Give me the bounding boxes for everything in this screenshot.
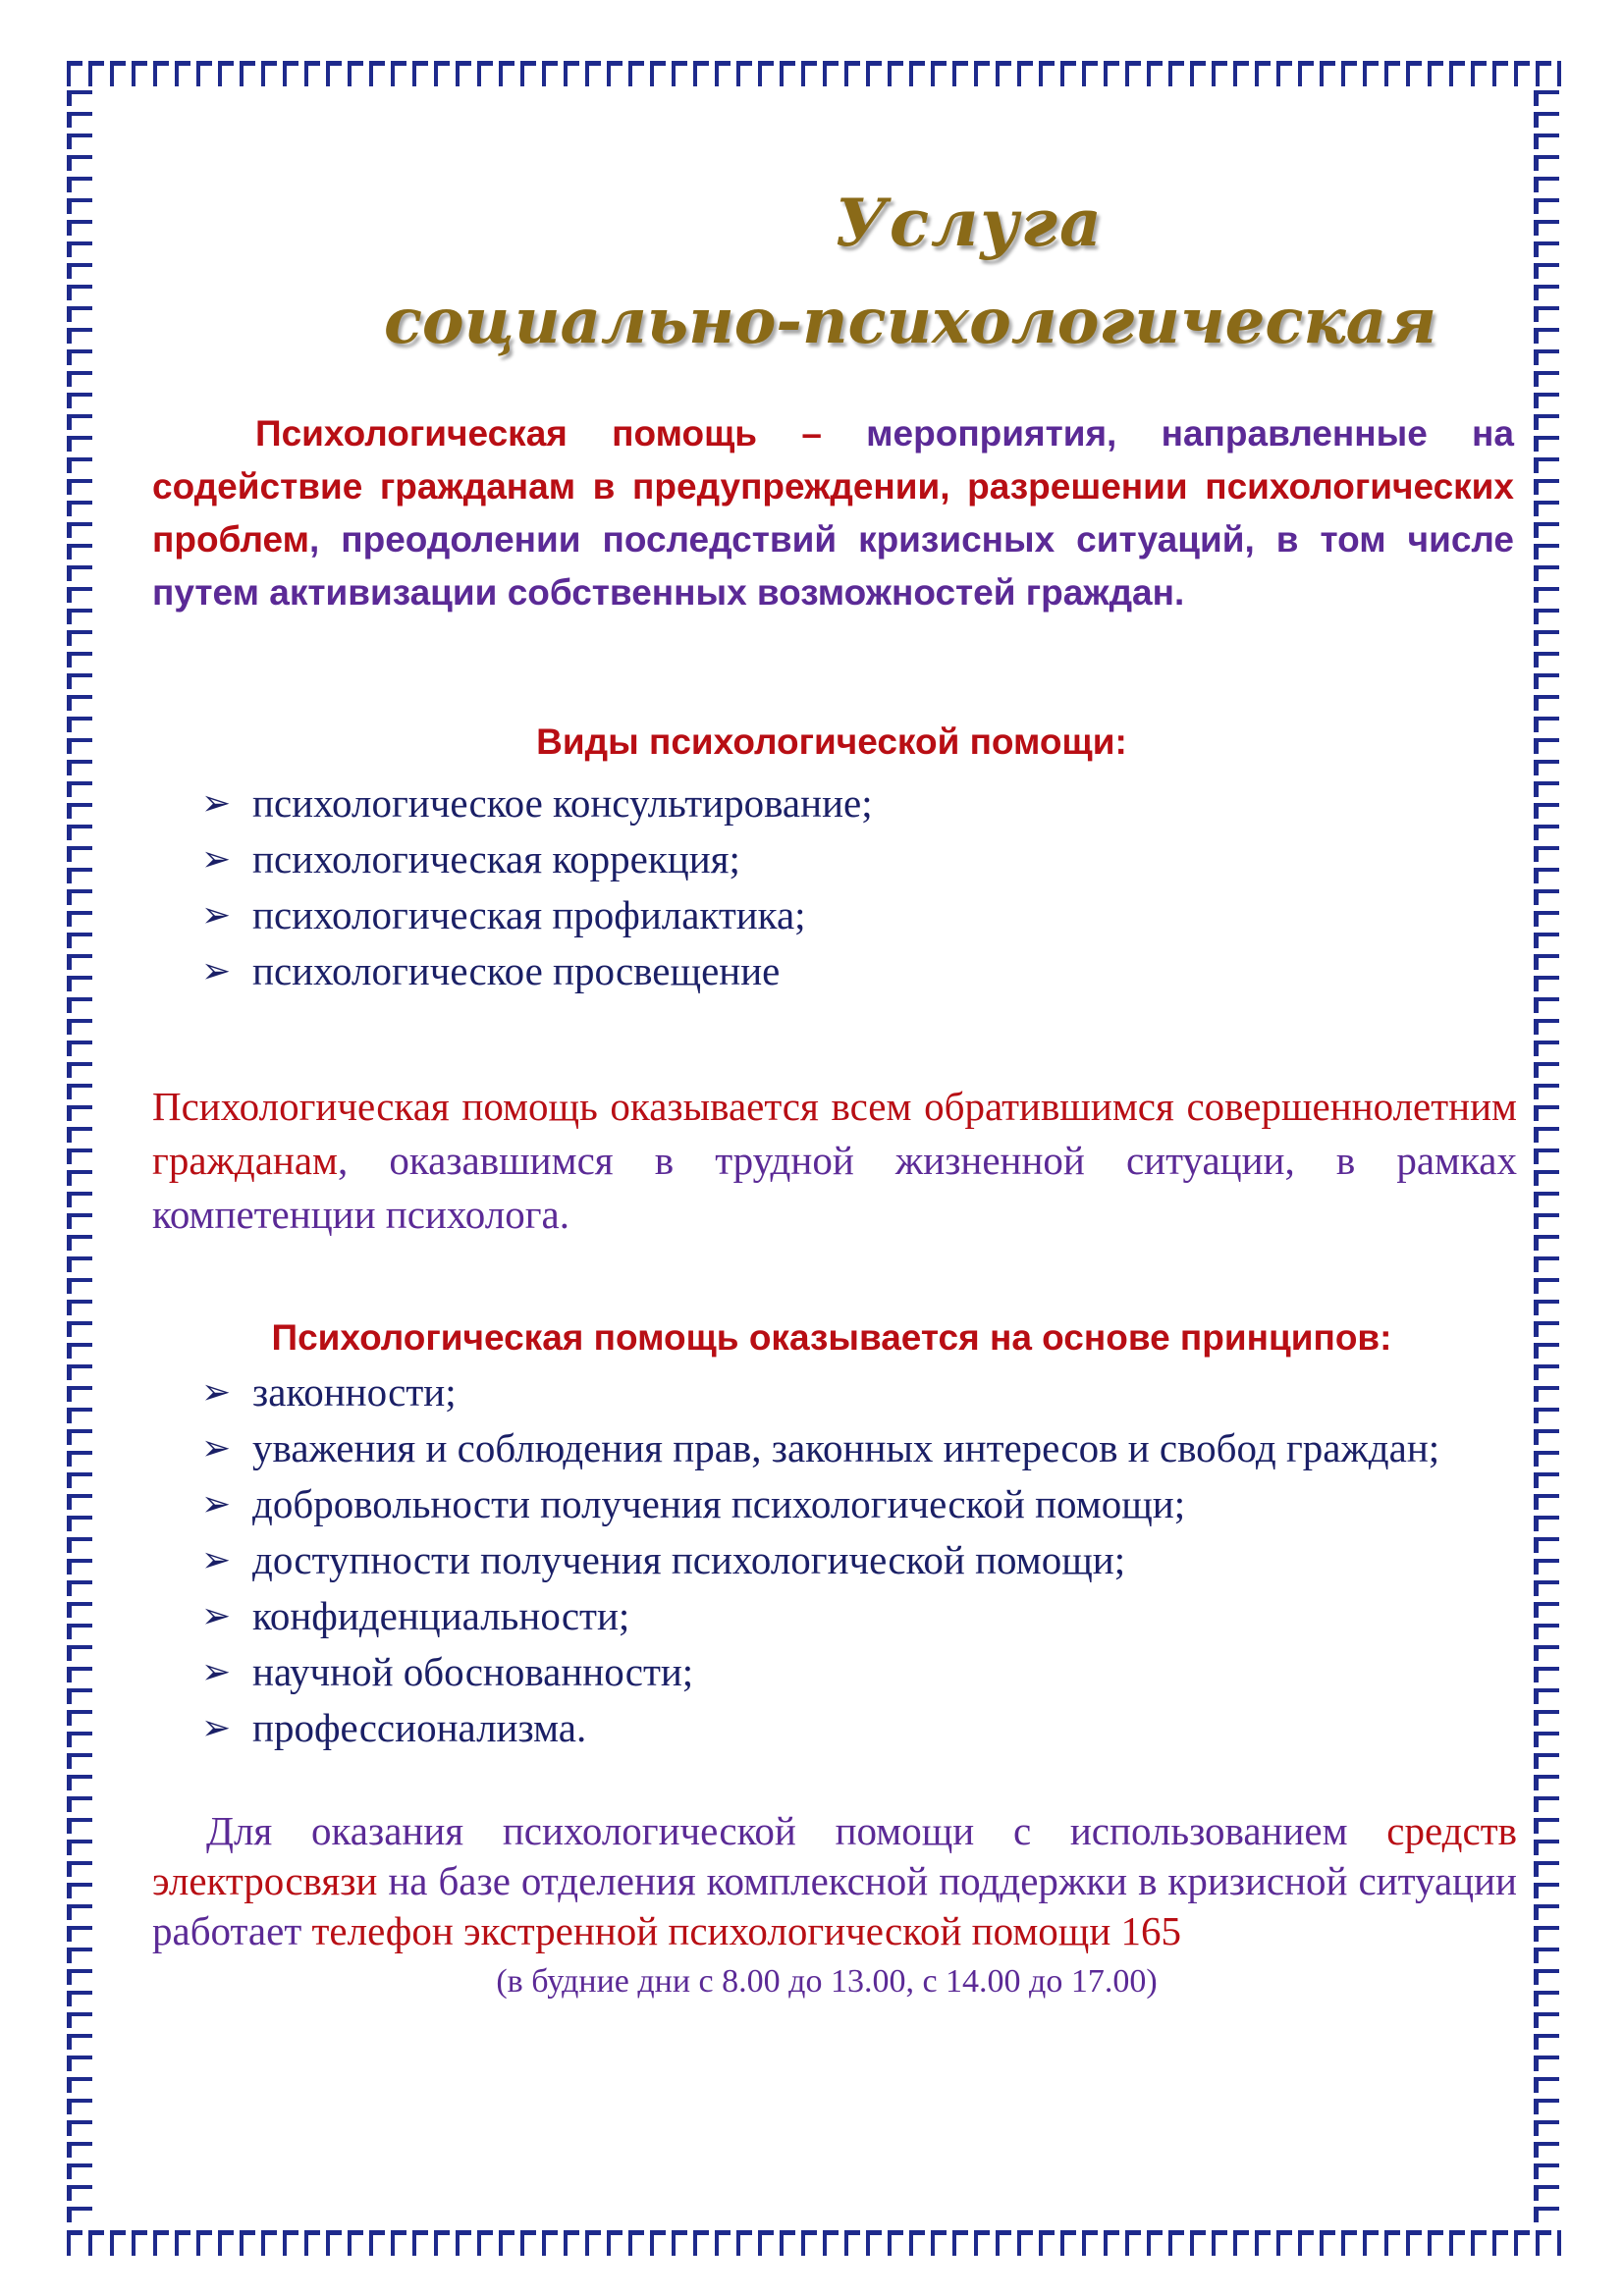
definition-part1: мероприятия, направленные на bbox=[866, 413, 1514, 454]
arrow-bullet-icon: ➢ bbox=[201, 1596, 232, 1635]
arrow-bullet-icon: ➢ bbox=[201, 1540, 232, 1579]
recipients-paragraph bbox=[152, 1080, 1517, 1242]
arrow-bullet-icon: ➢ bbox=[201, 951, 232, 990]
principles-heading: Психологическая помощь оказывается на основе принципов: bbox=[271, 1317, 1392, 1358]
arrow-bullet-icon: ➢ bbox=[201, 783, 232, 823]
recipients-purple: , оказавшимся в трудной жизненной ситуации, в рамках компетенции психолога. bbox=[152, 1138, 1517, 1237]
definition-part3: , преодолении последствий кризисных ситуаций, в том числе путем активизации собственных возможностей граждан. bbox=[152, 519, 1514, 613]
list-item: ➢ уважения и соблюдения прав, законных интересов и свобод граждан; bbox=[201, 1420, 1517, 1476]
arrow-bullet-icon: ➢ bbox=[201, 895, 232, 934]
definition-dash: – bbox=[757, 413, 867, 454]
list-item: ➢ законности; bbox=[201, 1364, 1517, 1420]
types-heading: Виды психологической помощи: bbox=[536, 721, 1127, 762]
working-hours: (в будние дни с 8.00 до 13.00, с 14.00 до 17.00) bbox=[496, 1963, 1158, 2000]
types-list bbox=[201, 775, 1517, 999]
list-item: ➢ психологическая профилактика; bbox=[201, 887, 1517, 943]
list-item: ➢ конфиденциальности; bbox=[201, 1588, 1517, 1644]
arrow-bullet-icon: ➢ bbox=[201, 1484, 232, 1523]
arrow-bullet-icon: ➢ bbox=[201, 1428, 232, 1468]
page-title: Услуга bbox=[835, 185, 1104, 261]
phone-paragraph: Для оказания психологической помощи с использованием средств электросвязи на базе отделения комплексной поддержки в кризисной ситуации работает телефон экстренной психологической помощи 165 bbox=[152, 1808, 1517, 1953]
arrow-bullet-icon: ➢ bbox=[201, 1652, 232, 1691]
arrow-bullet-icon: ➢ bbox=[201, 1708, 232, 1747]
list-item: ➢ психологическое просвещение bbox=[201, 943, 1517, 999]
page-subtitle: социально-психологическая bbox=[383, 285, 1437, 358]
arrow-bullet-icon: ➢ bbox=[201, 839, 232, 879]
definition-term: Психологическая помощь bbox=[255, 413, 758, 454]
definition-part2: содействие гражданам в предупреждении, разрешении психологических проблем bbox=[152, 466, 1514, 560]
definition-paragraph bbox=[152, 407, 1514, 619]
recipients-red: Психологическая помощь оказывается всем обратившимся совершеннолетним гражданам bbox=[152, 1084, 1517, 1183]
principles-list bbox=[201, 1364, 1517, 1756]
hotline-text: телефон экстренной психологической помощи 165 bbox=[311, 1908, 1182, 1953]
list-item: ➢ психологическое консультирование; bbox=[201, 775, 1517, 831]
list-item: ➢ профессионализма. bbox=[201, 1700, 1517, 1756]
telecom-text: средств электросвязи bbox=[152, 1808, 1517, 1903]
list-item: ➢ доступности получения психологической помощи; bbox=[201, 1532, 1517, 1588]
list-item: ➢ добровольности получения психологической помощи; bbox=[201, 1476, 1517, 1532]
list-item: ➢ психологическая коррекция; bbox=[201, 831, 1517, 887]
arrow-bullet-icon: ➢ bbox=[201, 1372, 232, 1412]
list-item: ➢ научной обоснованности; bbox=[201, 1644, 1517, 1700]
